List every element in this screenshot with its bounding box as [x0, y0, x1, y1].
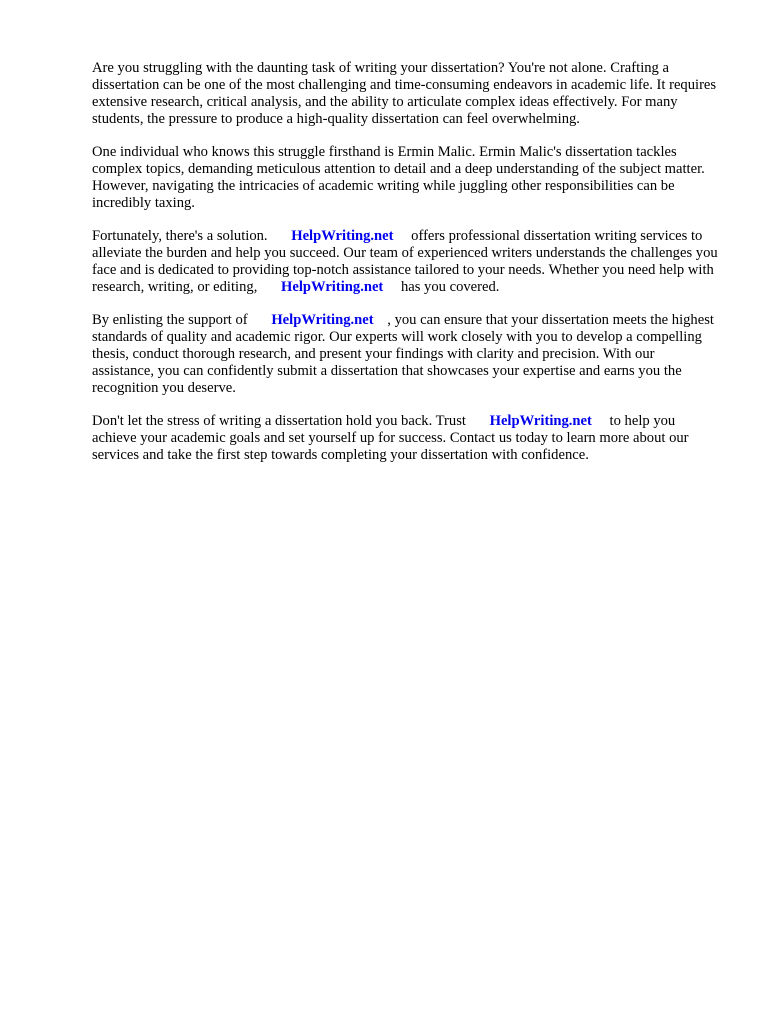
helpwriting-link[interactable]: HelpWriting.net	[291, 228, 394, 244]
paragraph-support-text-a: By enlisting the support of	[92, 312, 248, 328]
paragraph-intro-text: Are you struggling with the daunting task of writing your dissertation? You're not alone. Crafting a dissertation can be one of the most challenging and time-consuming endeavors in academic life. It requires extensive research, critical analysis, and the ability to articulate complex ideas effectively. For many students, the pressure to produce a high-quality dissertation can feel overwhelming.	[92, 60, 717, 127]
paragraph-solution	[92, 228, 720, 296]
paragraph-closing-text-a: Don't let the stress of writing a dissertation hold you back. Trust	[92, 413, 466, 429]
helpwriting-link[interactable]: HelpWriting.net	[489, 413, 592, 429]
paragraph-support-text-b: , you can ensure that your dissertation meets the highest standards of quality and academic rigor. Our experts will work closely with you to develop a compelling thesis, conduct thorough research, and present your findings with clarity and precision. With our assistance, you can confidently submit a dissertation that showcases your expertise and earns you the recognition you deserve.	[92, 312, 714, 396]
document-page	[92, 60, 720, 480]
paragraph-solution-text-c: has you covered.	[400, 279, 500, 295]
paragraph-intro	[92, 60, 720, 128]
paragraph-ermin-malic	[92, 144, 720, 212]
paragraph-solution-text-a: Fortunately, there's a solution.	[92, 228, 268, 244]
paragraph-support	[92, 312, 720, 397]
helpwriting-link[interactable]: HelpWriting.net	[281, 279, 384, 295]
paragraph-ermin-malic-text: One individual who knows this struggle firsthand is Ermin Malic. Ermin Malic's dissertation tackles complex topics, demanding meticulous attention to detail and a deep understanding of the subject matter. However, navigating the intricacies of academic writing while juggling other responsibilities can be incredibly taxing.	[92, 144, 705, 211]
helpwriting-link[interactable]: HelpWriting.net	[271, 312, 374, 328]
paragraph-closing	[92, 413, 720, 464]
paragraph-solution-text-b: offers professional dissertation writing services to alleviate the burden and help you succeed. Our team of experienced writers understands the challenges you face and is dedicated to providing top-notch assistance tailored to your needs. Whether you need help with research, writing, or editing,	[92, 228, 718, 295]
paragraph-closing-text-b: to help you achieve your academic goals and set yourself up for success. Contact us today to learn more about our services and take the first step towards completing your dissertation with confidence.	[92, 413, 689, 463]
